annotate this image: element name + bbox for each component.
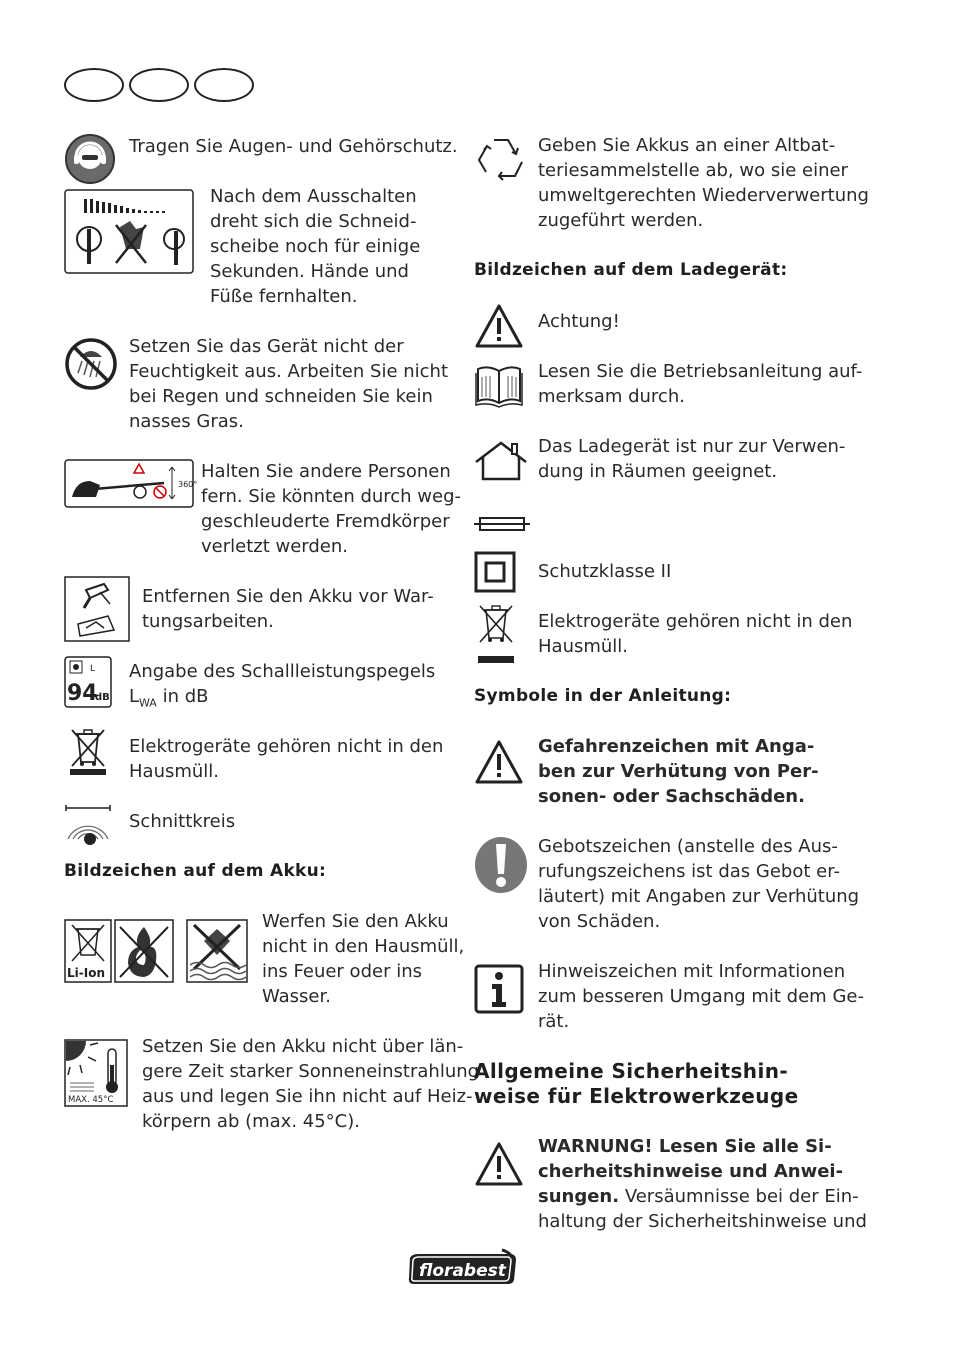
text-line: geschleuderte Fremdkörper	[201, 511, 450, 532]
text-line: umweltgerechten Wiederverwertung	[538, 185, 869, 206]
text-line: Gefahrenzeichen mit Anga-	[538, 736, 815, 757]
cutting-circle-icon	[64, 805, 112, 847]
text-line: Werfen Sie den Akku	[262, 911, 449, 932]
text-line: Gebotszeichen (anstelle des Aus-	[538, 836, 838, 857]
fuse-icon	[474, 515, 530, 533]
text-line: WARNUNG! Lesen Sie alle Si-	[538, 1136, 832, 1157]
text-line: tungsarbeiten.	[142, 611, 274, 632]
manual-symbols-heading: Symbole in der Anleitung:	[474, 686, 732, 706]
item-eye-protection-text: Tragen Sie Augen- und Gehörschutz.	[129, 136, 458, 157]
text-line: Setzen Sie das Gerät nicht der	[129, 336, 404, 357]
blade-rotating-warning-icon	[64, 189, 194, 274]
text-line: nasses Gras.	[129, 411, 244, 432]
eye-ear-protection-icon	[64, 133, 116, 185]
item-weee-text	[129, 734, 443, 784]
text-line: sonen- oder Sachschäden.	[538, 786, 805, 807]
read-manual-text	[538, 359, 862, 409]
item-cutting-circle-text: Schnittkreis	[129, 811, 236, 832]
read-manual-book-icon	[474, 361, 524, 409]
battery-disposal-text	[262, 909, 464, 1009]
battery-weee-liion-icon	[64, 919, 112, 983]
text-line: cherheitshinweise und Anwei-	[538, 1161, 844, 1182]
no-rain-icon	[64, 337, 118, 391]
protection-class-text: Schutzklasse II	[538, 561, 672, 582]
language-oval-1	[64, 68, 124, 102]
lwa-subscript: WA	[139, 696, 157, 710]
item-no-rain-text	[129, 334, 448, 434]
battery-heat-text	[142, 1034, 479, 1134]
item-blade-rotating-text	[210, 184, 420, 309]
text-line: ins Feuer oder ins	[262, 961, 422, 982]
recycle-icon	[474, 132, 530, 188]
protection-class-ii-icon	[474, 551, 516, 593]
remove-battery-icon	[64, 576, 130, 642]
max-45-label: MAX. 45°C	[68, 1095, 114, 1105]
recycle-text	[538, 133, 869, 233]
text-line: verletzt werden.	[201, 536, 348, 557]
heading-line: Allgemeine Sicherheitshin-	[474, 1059, 789, 1083]
logo-text: florabest	[419, 1261, 506, 1281]
text-line	[538, 1184, 867, 1209]
text-line: Lesen Sie die Betriebsanleitung auf-	[538, 361, 863, 382]
no-water-icon	[186, 919, 248, 983]
general-warning-triangle-icon	[474, 1141, 524, 1187]
text-line: gere Zeit starker Sonneneinstrahlung	[142, 1061, 480, 1082]
icon-94-value: 94	[67, 681, 98, 706]
achtung-text: Achtung!	[538, 311, 620, 332]
icon-360-label: 360°	[178, 480, 198, 489]
battery-symbols-heading: Bildzeichen auf dem Akku:	[64, 861, 327, 881]
no-fire-icon	[114, 919, 174, 983]
general-warning-text	[538, 1134, 867, 1234]
keep-persons-away-icon	[64, 459, 198, 509]
text-line: ben zur Verhütung von Per-	[538, 761, 819, 782]
sound-power-level-icon	[64, 656, 112, 708]
indoor-use-text	[538, 434, 845, 484]
text-line: merksam durch.	[538, 386, 685, 407]
text-line: Setzen Sie den Akku nicht über län-	[142, 1036, 464, 1057]
text-line: von Schäden.	[538, 911, 661, 932]
text-line: Entfernen Sie den Akku vor War-	[142, 586, 434, 607]
text-line: zum besseren Umgang mit dem Ge-	[538, 986, 864, 1007]
text-line: Feuchtigkeit aus. Arbeiten Sie nicht	[129, 361, 449, 382]
text-line: rufungszeichens ist das Gebot er-	[538, 861, 840, 882]
text-line: nicht in den Hausmüll,	[262, 936, 465, 957]
text-line: dung in Räumen geeignet.	[538, 461, 778, 482]
lwa-symbol: L	[129, 686, 140, 707]
weee-crossed-bin-icon	[64, 726, 112, 776]
text-line: rät.	[538, 1011, 570, 1032]
charger-symbols-heading: Bildzeichen auf dem Ladegerät:	[474, 260, 788, 280]
text-line: Nach dem Ausschalten	[210, 186, 417, 207]
item-remove-battery-text	[142, 584, 434, 634]
weee-crossed-bin-icon-charger	[474, 602, 518, 666]
general-safety-heading	[474, 1059, 799, 1109]
info-sign-text	[538, 959, 864, 1034]
weee-charger-text	[538, 609, 852, 659]
lwa-unit: in dB	[156, 686, 209, 707]
sun-heat-max-temp-icon	[64, 1039, 128, 1107]
text-line: Hausmüll.	[538, 636, 629, 657]
text-line: Hinweiszeichen mit Informationen	[538, 961, 846, 982]
item-sound-level-text	[129, 659, 435, 716]
text-line: körpern ab (max. 45°C).	[142, 1111, 360, 1132]
text-line: Hausmüll.	[129, 761, 220, 782]
text-line: haltung der Sicherheitshinweise und	[538, 1211, 867, 1232]
text-line: Füße fernhalten.	[210, 286, 358, 307]
li-ion-label: Li-Ion	[67, 966, 105, 980]
text-line: aus und legen Sie ihn nicht auf Heiz-	[142, 1086, 473, 1107]
text-line: läutert) mit Angaben zur Verhütung	[538, 886, 860, 907]
text-line: Wasser.	[262, 986, 331, 1007]
danger-sign-text	[538, 734, 819, 809]
item-keep-away-text	[201, 459, 461, 559]
mandatory-exclamation-icon	[474, 836, 528, 894]
indoor-use-house-icon	[474, 440, 528, 482]
text-line: dreht sich die Schneid-	[210, 211, 417, 232]
icon-db-unit: dB	[95, 692, 110, 703]
heading-line: weise für Elektrowerkzeuge	[474, 1084, 799, 1108]
text-line: bei Regen und schneiden Sie kein	[129, 386, 433, 407]
text-line: Geben Sie Akkus an einer Altbat-	[538, 135, 836, 156]
warning-triangle-icon	[474, 303, 524, 349]
text-line: fern. Sie könnten durch weg-	[201, 486, 462, 507]
danger-triangle-icon	[474, 739, 524, 785]
text-line: zugeführt werden.	[538, 210, 704, 231]
text-line: Halten Sie andere Personen	[201, 461, 451, 482]
florabest-logo	[406, 1250, 518, 1286]
text-line: Sekunden. Hände und	[210, 261, 409, 282]
bold-fragment: sungen.	[538, 1186, 620, 1207]
mandatory-sign-text	[538, 834, 859, 934]
text-line: scheibe noch für einige	[210, 236, 421, 257]
info-icon	[474, 964, 524, 1014]
normal-fragment: Versäumnisse bei der Ein-	[619, 1186, 859, 1207]
text-line: Angabe des Schallleistungspegels	[129, 661, 436, 682]
icon-lwa-label: L	[90, 664, 96, 674]
text-line: teriesammelstelle ab, wo sie einer	[538, 160, 848, 181]
text-line: Das Ladegerät ist nur zur Verwen-	[538, 436, 846, 457]
text-line: Elektrogeräte gehören nicht in den	[538, 611, 853, 632]
text-line	[129, 684, 435, 716]
text-line: Elektrogeräte gehören nicht in den	[129, 736, 444, 757]
language-oval-3	[194, 68, 254, 102]
language-oval-2	[129, 68, 189, 102]
